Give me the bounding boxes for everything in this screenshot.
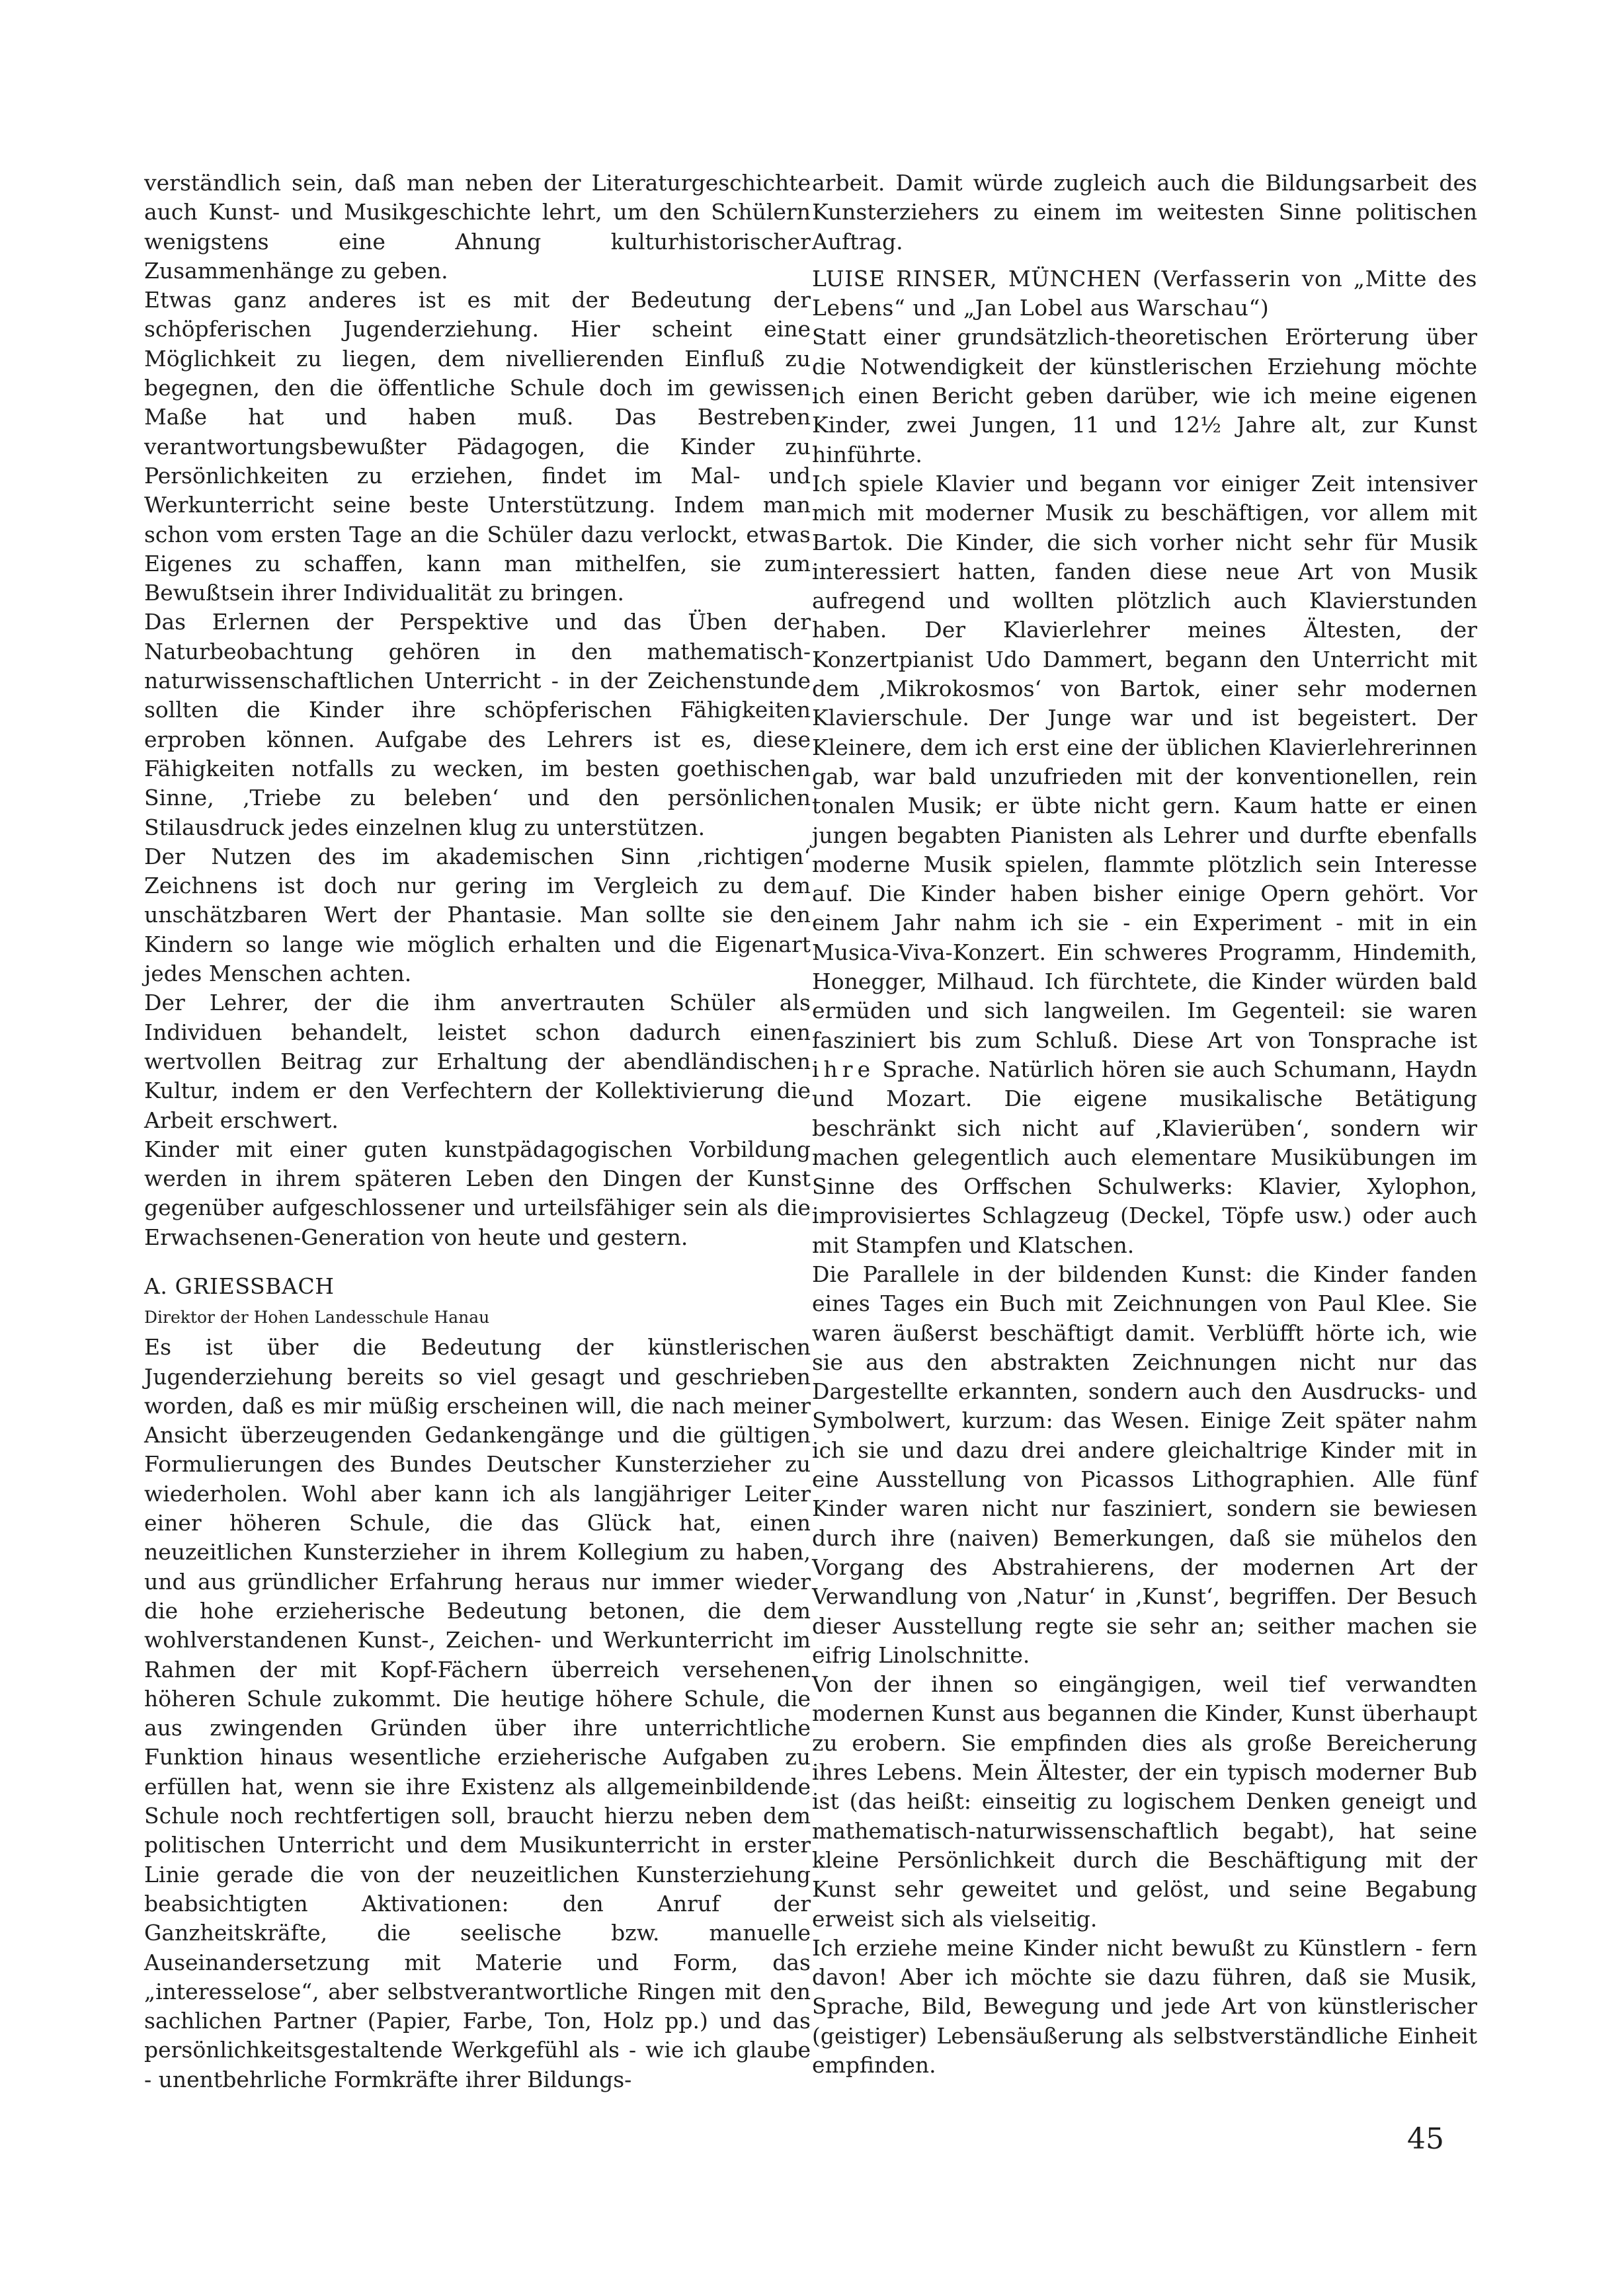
paragraph-text: Sprache. Natürlich hören sie auch Schumann, Haydn und Mozart. Die eigene musikalische Betätigung beschränkt sich nicht auf ‚Klavierüben‘, sondern wir machen gelegentlich auch elementare Musikübungen im Sinne des Orffschen Schulwerks: Klavier, Xylophon, improvisiertes Schlagzeug (Deckel, Töpfe usw.) oder auch mit Stampfen und Klatschen.	[812, 1056, 1478, 1258]
right-column	[812, 169, 1477, 2080]
author-heading-with-note	[812, 264, 1477, 323]
paragraph: Der Lehrer, der die ihm anvertrauten Schüler als Individuen behandelt, leistet schon dadurch einen wertvollen Beitrag zur Erhaltung der abendländischen Kultur, indem er den Verfechtern der Kollektivierung die Arbeit erschwert.	[144, 990, 811, 1133]
author-name: LUISE RINSER, MÜNCHEN	[812, 265, 1142, 292]
paragraph: Es ist über die Bedeutung der künstlerischen Jugenderziehung bereits so viel gesagt und geschrieben worden, daß es mir müßig erscheinen will, die nach meiner Ansicht überzeugenden Gedankengänge und die gültigen Formulierungen des Bundes Deutscher Kunsterzieher zu wiederholen. Wohl aber kann ich als langjähriger Leiter einer höheren Schule, die das Glück hat, einen neuzeitlichen Kunsterzieher in ihrem Kollegium zu haben, und aus gründlicher Erfahrung heraus nur immer wieder die hohe erzieherische Bedeutung betonen, die dem wohlverstandenen Kunst-, Zeichen- und Werkunterricht im Rahmen der mit Kopf-Fächern überreich versehenen höheren Schule zukommt. Die heutige höhere Schule, die aus zwingenden Gründen über ihre unterrichtliche Funktion hinaus wesentliche erzieherische Aufgaben zu erfüllen hat, wenn sie ihre Existenz als allgemeinbildende Schule noch rechtfertigen soll, braucht hierzu neben dem politischen Unterricht und dem Musikunterricht in erster Linie gerade die von der neuzeitlichen Kunsterziehung beabsichtigten Aktivationen: den Anruf der Ganzheitskräfte, die seelische bzw. manuelle Auseinandersetzung mit Materie und Form, das „interesselose“, aber selbstverantwortliche Ringen mit den sachlichen Partner (Papier, Farbe, Ton, Holz pp.) und das persönlichkeitsgestaltende Werkgefühl als - wie ich glaube - unentbehrliche Formkräfte ihrer Bildungs-	[144, 1334, 811, 2092]
paragraph: Das Erlernen der Perspektive und das Üben der Naturbeobachtung gehören in den mathematisch-naturwissenschaftlichen Unterricht - in der Zeichenstunde sollten die Kinder ihre schöpferischen Fähigkeiten erproben können. Aufgabe des Lehrers ist es, diese Fähigkeiten notfalls zu wecken, im besten goethischen Sinne, ‚Triebe zu beleben‘ und den persönlichen Stilausdruck jedes einzelnen klug zu unterstützen.	[144, 609, 811, 840]
paragraph: Kinder mit einer guten kunstpädagogischen Vorbildung werden in ihrem späteren Leben den Dingen der Kunst gegenüber aufgeschlossener und urteilsfähiger sein als die Erwachsenen-Generation von heute und gestern.	[144, 1136, 811, 1250]
author-heading: A. GRIESSBACH	[144, 1273, 335, 1299]
author-role: Direktor der Hohen Landesschule Hanau	[144, 1308, 490, 1327]
paragraph: arbeit. Damit würde zugleich auch die Bildungsarbeit des Kunsterziehers zu einem im weitesten Sinne politischen Auftrag.	[812, 170, 1477, 255]
left-column	[144, 169, 811, 2094]
paragraph: Statt einer grundsätzlich-theoretischen Erörterung über die Notwendigkeit der künstlerischen Erziehung möchte ich einen Bericht geben darüber, wie ich meine eigenen Kinder, zwei Jungen, 11 und 12½ Jahre alt, zur Kunst hinführte.	[812, 324, 1477, 467]
paragraph: Die Parallele in der bildenden Kunst: die Kinder fanden eines Tages ein Buch mit Zeichnungen von Paul Klee. Sie waren äußerst beschäftigt damit. Verblüfft hörte ich, wie sie aus den abstrakten Zeichnungen nicht nur das Dargestellte erkannten, sondern auch den Ausdrucks- und Symbolwert, kurzum: das Wesen. Einige Zeit später nahm ich sie und dazu drei andere gleichaltrige Kinder mit in eine Ausstellung von Picassos Lithographien. Alle fünf Kinder waren nicht nur fasziniert, sondern sie bewiesen durch ihre (naiven) Bemerkungen, daß sie mühelos den Vorgang des Abstrahierens, der modernen Art der Verwandlung von ‚Natur‘ in ‚Kunst‘, begriffen. Der Besuch dieser Ausstellung regte sie sehr an; seither machen sie eifrig Linolschnitte.	[812, 1261, 1477, 1668]
paragraph: Etwas ganz anderes ist es mit der Bedeutung der schöpferischen Jugenderziehung. Hier scheint eine Möglichkeit zu liegen, dem nivellierenden Einfluß zu begegnen, den die öffentliche Schule doch im gewissen Maße hat und haben muß. Das Bestreben verantwortungsbewußter Pädagogen, die Kinder zu Persönlichkeiten zu erziehen, findet im Mal- und Werkunterricht seine beste Unterstützung. Indem man schon vom ersten Tage an die Schüler dazu verlockt, etwas Eigenes zu schaffen, kann man mithelfen, sie zum Bewußtsein ihrer Individualität zu bringen.	[144, 287, 811, 606]
paragraph-text: Ich spiele Klavier und begann vor einiger Zeit intensiver mich mit moderner Musik zu beschäftigen, vor allem mit Bartok. Die Kinder, die sich vorher nicht sehr für Musik interessiert hatten, fanden diese neue Art von Musik aufregend und wollten plötzlich auch Klavierstunden haben. Der Klavierlehrer meines Ältesten, der Konzertpianist Udo Dammert, begann den Unterricht mit dem ‚Mikrokosmos‘ von Bartok, einer sehr modernen Klavierschule. Der Junge war und ist begeistert. Der Kleinere, dem ich erst eine der üblichen Klavierlehrerinnen gab, war bald unzufrieden mit der konventionellen, rein tonalen Musik; er übte nicht gern. Kaum hatte er einen jungen begabten Pianisten als Lehrer und durfte ebenfalls moderne Musik spielen, flammte plötzlich sein Interesse auf. Die Kinder haben bisher einige Opern gehört. Vor einem Jahr nahm ich sie - ein Experiment - mit in ein Musica-Viva-Konzert. Ein schweres Programm, Hindemith, Honegger, Milhaud. Ich fürchtete, die Kinder würden bald ermüden und sich langweilen. Im Gegenteil: sie waren fasziniert bis zum Schluß. Diese Art von Tonsprache ist	[812, 470, 1477, 1053]
paragraph: Der Nutzen des im akademischen Sinn ‚richtigen‘ Zeichnens ist doch nur gering im Vergleich zu dem unschätzbaren Wert der Phantasie. Man sollte sie den Kindern so lange wie möglich erhalten und die Eigenart jedes Menschen achten.	[144, 843, 811, 987]
author-note: (Verfasserin von „Mitte des Lebens“ und „Jan Lobel aus Warschau“)	[812, 265, 1478, 321]
emphasized-word: ihre	[812, 1056, 875, 1082]
paragraph	[812, 469, 1477, 1260]
page-number: 45	[1407, 2122, 1444, 2156]
paragraph: Von der ihnen so eingängigen, weil tief verwandten modernen Kunst aus begannen die Kinder, Kunst überhaupt zu erobern. Sie empfinden dies als große Bereicherung ihres Lebens. Mein Ältester, der ein typisch moderner Bub ist (das heißt: einseitig zu logischem Denken geneigt und mathematisch-naturwissenschaftlich begabt), hat seine kleine Persönlichkeit durch die Beschäftigung mit der Kunst sehr geweitet und gelöst, und seine Begabung erweist sich als vielseitig.	[812, 1671, 1477, 1932]
paragraph: Ich erziehe meine Kinder nicht bewußt zu Künstlern - fern davon! Aber ich möchte sie dazu führen, daß sie Musik, Sprache, Bild, Bewegung und jede Art von künstlerischer (geistiger) Lebensäußerung als selbstverständliche Einheit empfinden.	[812, 1934, 1477, 2078]
paragraph: verständlich sein, daß man neben der Literaturgeschichte auch Kunst- und Musikgeschichte lehrt, um den Schülern wenigstens eine Ahnung kulturhistorischer Zusammenhänge zu geben.	[144, 170, 811, 284]
